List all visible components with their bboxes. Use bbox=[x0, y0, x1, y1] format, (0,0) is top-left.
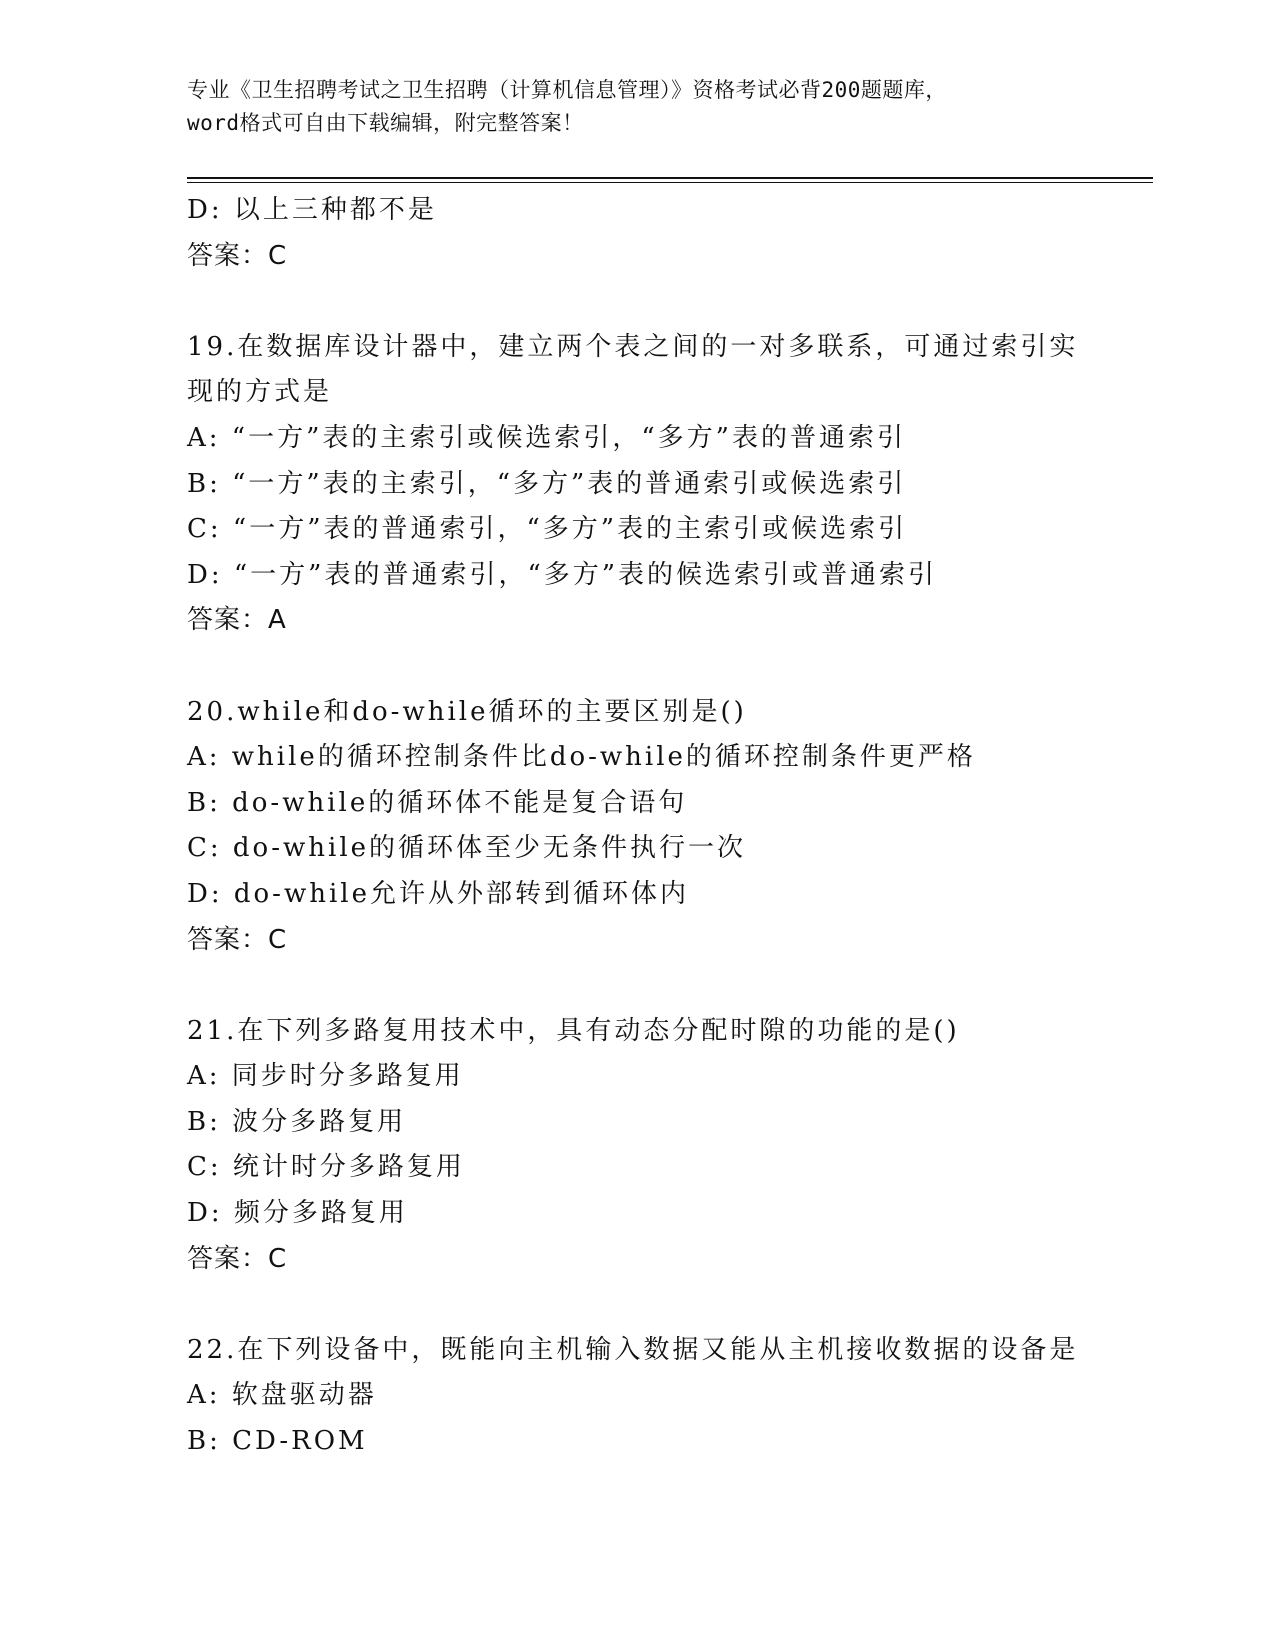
option-a: A: while的循环控制条件比do-while的循环控制条件更严格 bbox=[187, 742, 976, 773]
option-b: B: do-while的循环体不能是复合语句 bbox=[187, 787, 688, 818]
option-d: D: do-while允许从外部转到循环体内 bbox=[187, 878, 689, 909]
question-stem: 20.while和do-while循环的主要区别是() bbox=[187, 696, 747, 727]
option-b: B: CD-ROM bbox=[187, 1426, 368, 1457]
option-c: C: “一方”表的普通索引，“多方”表的主索引或候选索引 bbox=[187, 514, 908, 545]
option-a: A: “一方”表的主索引或候选索引，“多方”表的普通索引 bbox=[187, 422, 906, 453]
header-title-line-1: 专业《卫生招聘考试之卫生招聘（计算机信息管理）》资格考试必背200题题库， bbox=[187, 78, 947, 102]
answer-line: 答案：C bbox=[187, 1243, 288, 1274]
question-22 bbox=[187, 1328, 1147, 1465]
question-stem: 21.在下列多路复用技术中，具有动态分配时隙的功能的是() bbox=[187, 1015, 960, 1046]
answer-line: 答案：C bbox=[187, 924, 288, 955]
spacer bbox=[187, 644, 1147, 690]
option-d: D: 以上三种都不是 bbox=[187, 195, 437, 225]
option-b: B: 波分多路复用 bbox=[187, 1106, 407, 1137]
question-20 bbox=[187, 690, 1147, 964]
question-stem: 19.在数据库设计器中，建立两个表之间的一对多联系，可通过索引实 bbox=[187, 331, 1079, 362]
option-b: B: “一方”表的主索引，“多方”表的普通索引或候选索引 bbox=[187, 468, 907, 499]
spacer bbox=[187, 1282, 1147, 1328]
header-divider-thick bbox=[187, 177, 1153, 179]
option-c: C: do-while的循环体至少无条件执行一次 bbox=[187, 833, 747, 864]
answer-line: 答案：A bbox=[187, 605, 287, 636]
question-19 bbox=[187, 325, 1147, 644]
question-21 bbox=[187, 1009, 1147, 1283]
spacer bbox=[187, 963, 1147, 1009]
option-d: D: “一方”表的普通索引，“多方”表的候选索引或普通索引 bbox=[187, 559, 938, 590]
spacer bbox=[187, 279, 1147, 325]
document-body bbox=[187, 188, 1147, 1465]
option-d: D: 频分多路复用 bbox=[187, 1198, 408, 1229]
question-stem-continued: 现的方式是 bbox=[187, 377, 333, 408]
question-stem: 22.在下列设备中，既能向主机输入数据又能从主机接收数据的设备是 bbox=[187, 1334, 1079, 1365]
answer-line: 答案：C bbox=[187, 240, 288, 271]
option-c: C: 统计时分多路复用 bbox=[187, 1152, 465, 1183]
header-divider-thin bbox=[187, 182, 1153, 183]
option-a: A: 同步时分多路复用 bbox=[187, 1061, 464, 1092]
document-header bbox=[187, 74, 1087, 140]
header-title-line-2: word格式可自由下载编辑，附完整答案！ bbox=[187, 111, 584, 135]
option-a: A: 软盘驱动器 bbox=[187, 1380, 377, 1411]
question-18-continuation bbox=[187, 188, 1147, 279]
